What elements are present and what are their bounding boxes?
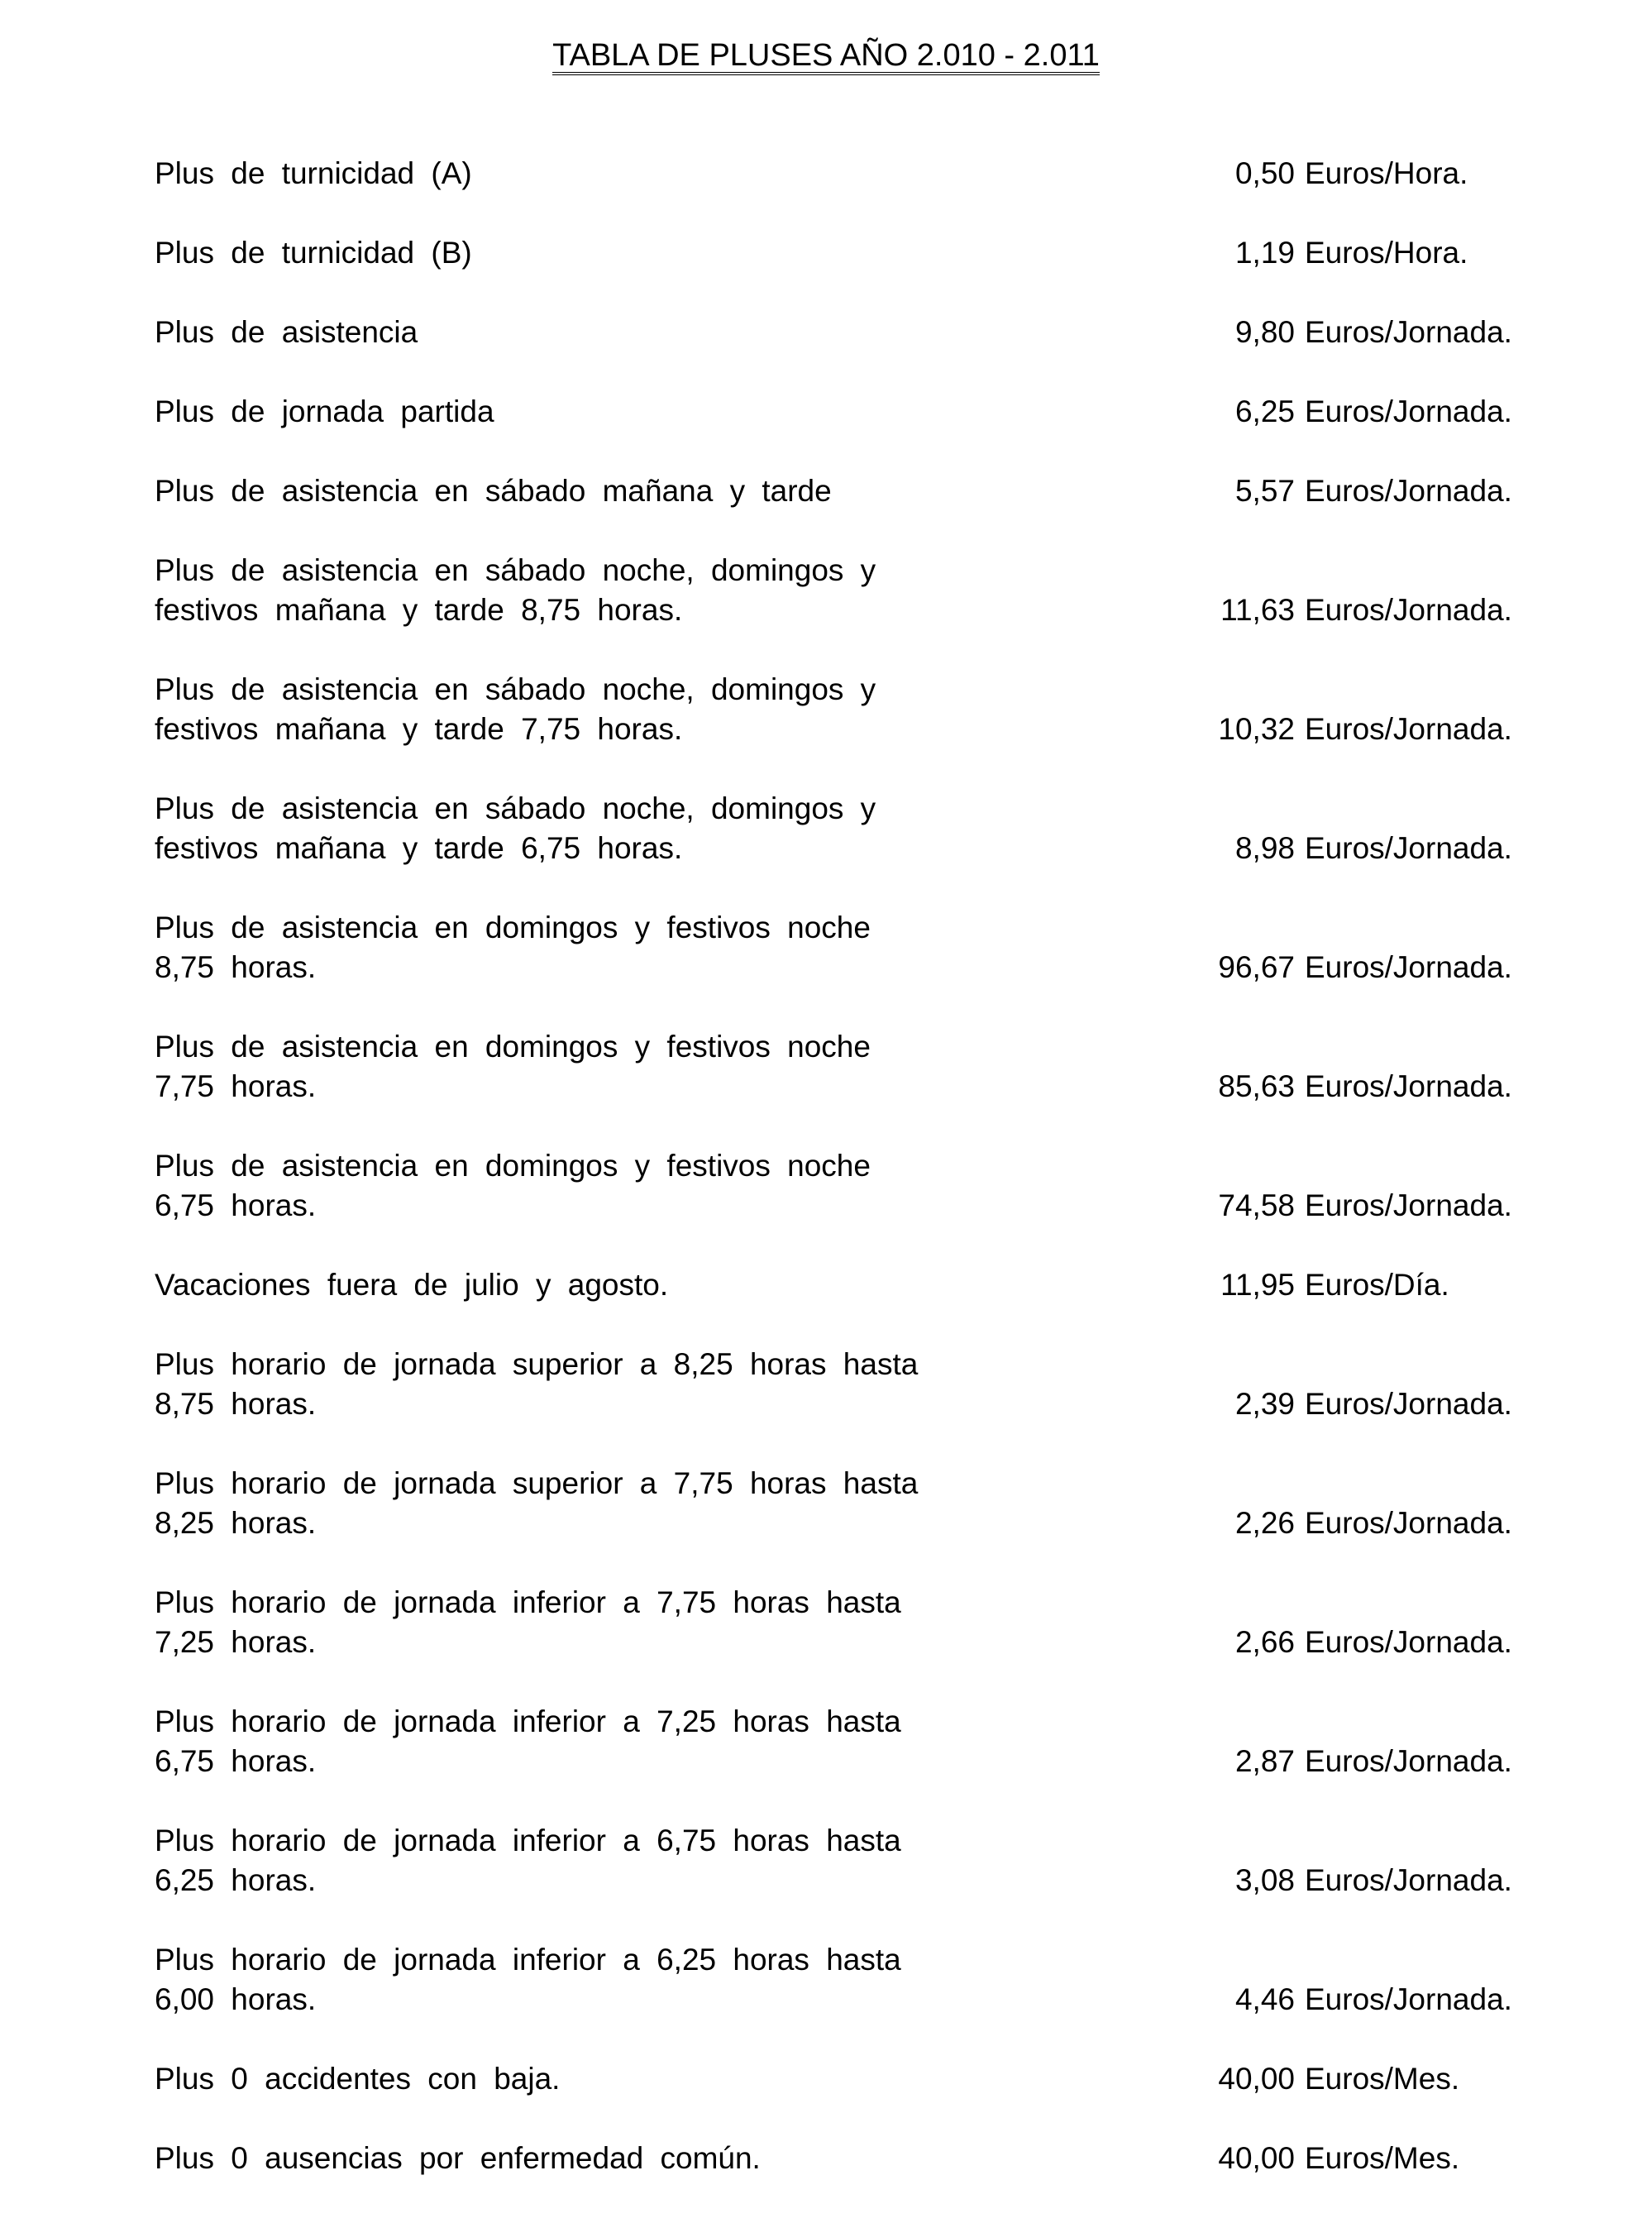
row-description-line: Plus horario de jornada inferior a 6,75 horas hasta <box>155 1824 901 1857</box>
row-unit: Euros/Jornada. <box>1305 315 1512 349</box>
row-unit: Euros/Jornada. <box>1305 1506 1512 1540</box>
row-description-line: Plus de asistencia en sábado noche, domingos y <box>155 672 876 706</box>
row-description-line: 6,25 horas. <box>155 1863 317 1897</box>
row-description-line: Vacaciones fuera de julio y agosto. <box>155 1268 669 1302</box>
row-description-line: Plus de asistencia en domingos y festivos noche <box>155 1030 871 1064</box>
row-amount: 11,95 <box>1220 1268 1295 1302</box>
row-description-line: Plus de asistencia en domingos y festivos noche <box>155 911 871 944</box>
row-unit: Euros/Jornada. <box>1305 474 1512 508</box>
row-amount: 1,19 <box>1234 236 1295 270</box>
row-amount: 10,32 <box>1218 712 1295 746</box>
row-description-line: Plus de turnicidad (B) <box>155 236 472 270</box>
row-description-line: Plus horario de jornada inferior a 7,25 horas hasta <box>155 1704 901 1738</box>
row-description-line: 7,75 horas. <box>155 1069 317 1103</box>
row-description-line: Plus horario de jornada superior a 8,25 horas hasta <box>155 1347 919 1381</box>
row-unit: Euros/Jornada. <box>1305 1188 1512 1222</box>
row-amount: 0,50 <box>1234 156 1295 190</box>
row-unit: Euros/Día. <box>1305 1268 1449 1302</box>
row-unit: Euros/Jornada. <box>1305 831 1512 865</box>
row-description-line: Plus horario de jornada superior a 7,75 horas hasta <box>155 1466 919 1500</box>
row-description-line: Plus horario de jornada inferior a 6,25 horas hasta <box>155 1943 901 1977</box>
row-description-line: 8,75 horas. <box>155 1387 317 1421</box>
row-description-line: Plus de turnicidad (A) <box>155 156 472 190</box>
row-unit: Euros/Jornada. <box>1305 950 1512 984</box>
row-description-line: festivos mañana y tarde 7,75 horas. <box>155 712 683 746</box>
row-description-line: Plus de asistencia <box>155 315 418 349</box>
row-description-line: 6,75 horas. <box>155 1188 317 1222</box>
row-amount: 11,63 <box>1220 593 1295 627</box>
row-unit: Euros/Jornada. <box>1305 1069 1512 1103</box>
row-description-line: Plus 0 ausencias por enfermedad común. <box>155 2141 761 2175</box>
row-amount: 85,63 <box>1218 1069 1295 1103</box>
row-amount: 40,00 <box>1218 2062 1295 2096</box>
row-unit: Euros/Jornada. <box>1305 593 1512 627</box>
row-unit: Euros/Hora. <box>1305 156 1468 190</box>
row-amount: 4,46 <box>1234 1982 1295 2016</box>
row-description-line: festivos mañana y tarde 6,75 horas. <box>155 831 683 865</box>
row-amount: 3,08 <box>1234 1863 1295 1897</box>
row-amount: 6,25 <box>1234 394 1295 428</box>
row-amount: 8,98 <box>1234 831 1295 865</box>
row-amount: 5,57 <box>1234 474 1295 508</box>
row-amount: 2,87 <box>1234 1744 1295 1778</box>
row-amount: 40,00 <box>1218 2141 1295 2175</box>
row-unit: Euros/Hora. <box>1305 236 1468 270</box>
row-unit: Euros/Jornada. <box>1305 712 1512 746</box>
page-title-text: TABLA DE PLUSES AÑO 2.010 - 2.011 <box>552 39 1100 75</box>
row-description-line: 8,75 horas. <box>155 950 317 984</box>
row-description-line: festivos mañana y tarde 8,75 horas. <box>155 593 683 627</box>
row-description-line: 6,00 horas. <box>155 1982 317 2016</box>
row-description-line: Plus horario de jornada inferior a 7,75 horas hasta <box>155 1585 901 1619</box>
row-unit: Euros/Jornada. <box>1305 1625 1512 1659</box>
row-amount: 74,58 <box>1218 1188 1295 1222</box>
row-description-line: 6,75 horas. <box>155 1744 317 1778</box>
row-unit: Euros/Jornada. <box>1305 1982 1512 2016</box>
row-unit: Euros/Jornada. <box>1305 394 1512 428</box>
row-description-line: Plus de asistencia en sábado noche, domingos y <box>155 553 876 587</box>
row-unit: Euros/Mes. <box>1305 2062 1460 2096</box>
row-amount: 2,66 <box>1234 1625 1295 1659</box>
row-description-line: Plus de jornada partida <box>155 394 494 428</box>
row-unit: Euros/Mes. <box>1305 2141 1460 2175</box>
row-unit: Euros/Jornada. <box>1305 1863 1512 1897</box>
row-description-line: Plus de asistencia en sábado noche, domingos y <box>155 791 876 825</box>
row-description-line: Plus de asistencia en domingos y festivos noche <box>155 1149 871 1183</box>
row-amount: 2,26 <box>1234 1506 1295 1540</box>
row-amount: 2,39 <box>1234 1387 1295 1421</box>
row-unit: Euros/Jornada. <box>1305 1744 1512 1778</box>
row-description-line: 7,25 horas. <box>155 1625 317 1659</box>
row-amount: 96,67 <box>1218 950 1295 984</box>
row-amount: 9,80 <box>1234 315 1295 349</box>
row-description-line: Plus 0 accidentes con baja. <box>155 2062 561 2096</box>
row-description-line: 8,25 horas. <box>155 1506 317 1540</box>
row-unit: Euros/Jornada. <box>1305 1387 1512 1421</box>
row-description-line: Plus de asistencia en sábado mañana y tarde <box>155 474 832 508</box>
